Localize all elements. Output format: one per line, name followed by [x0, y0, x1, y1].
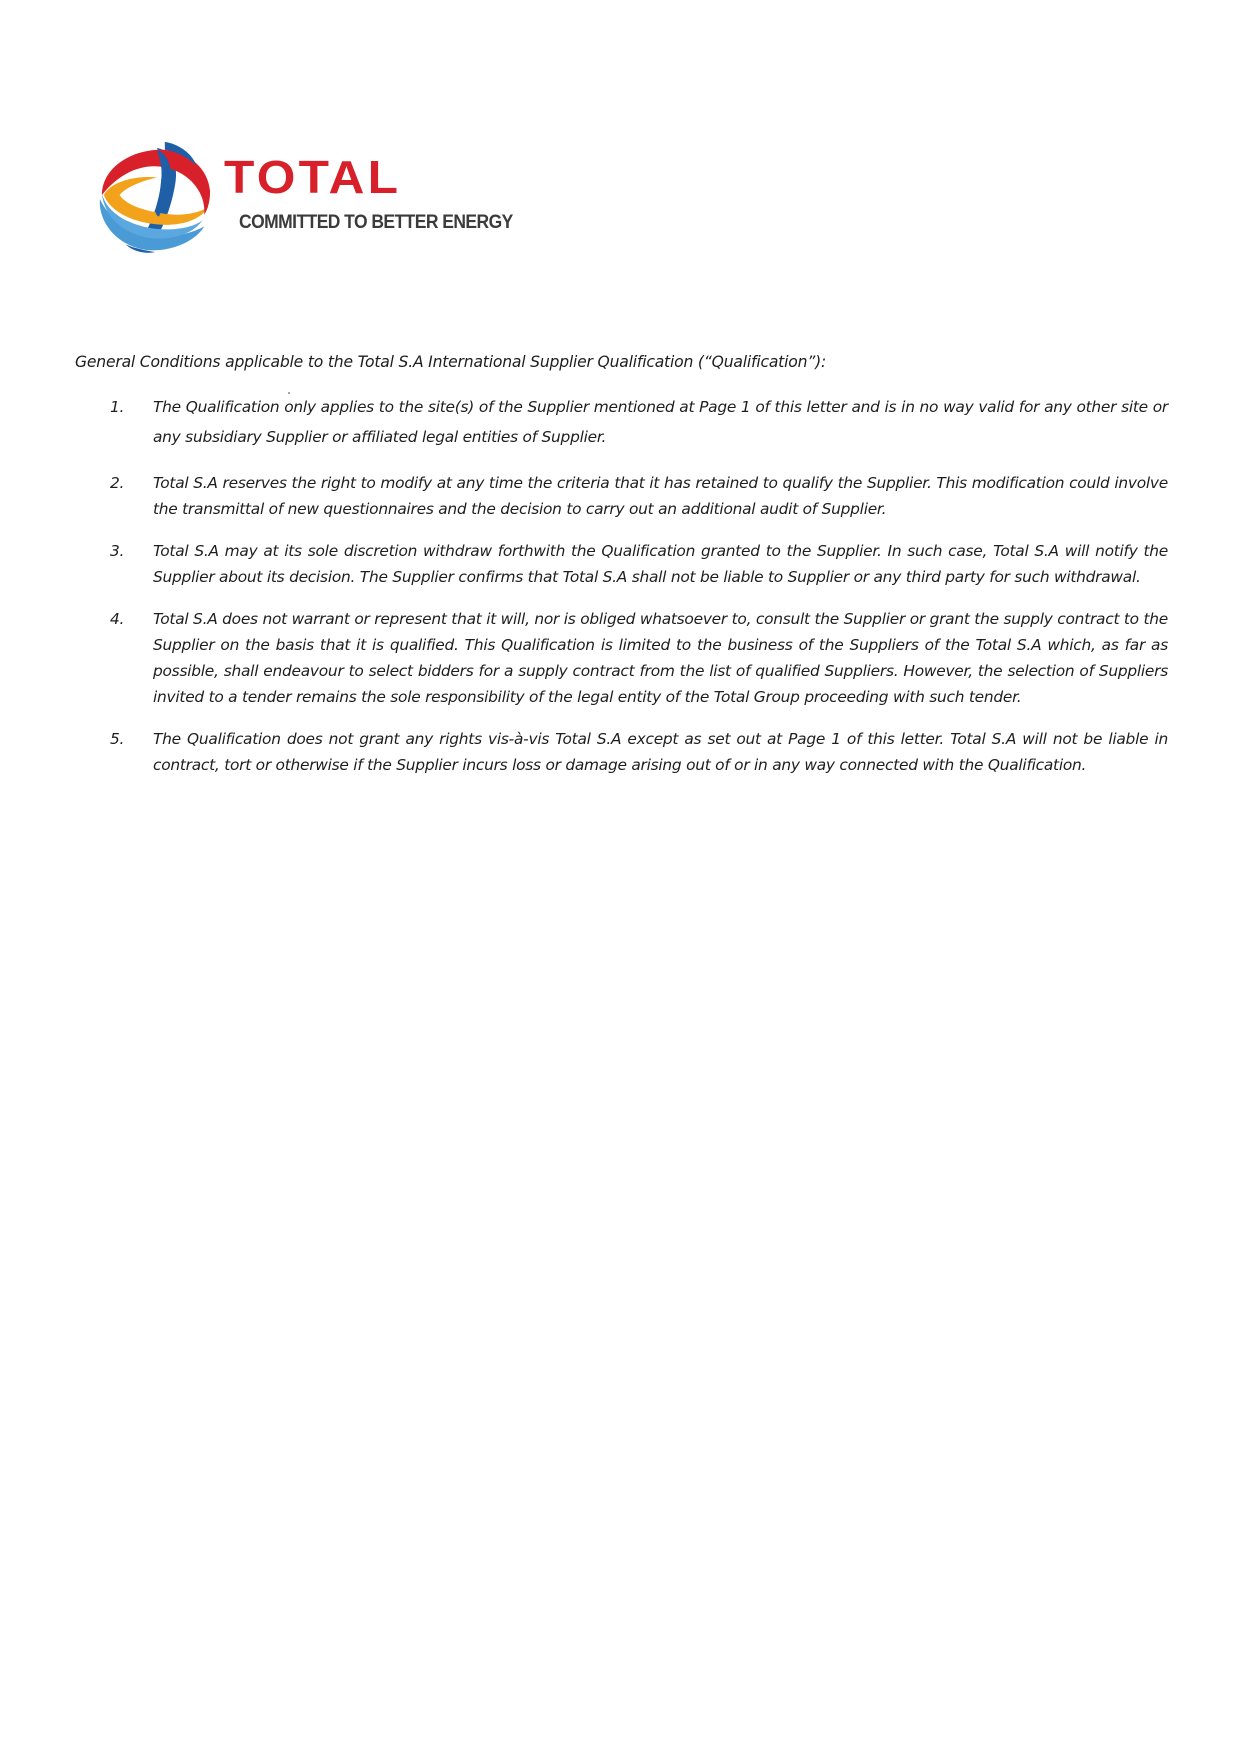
condition-text: Total S.A may at its sole discretion withdraw forthwith the Qualification granted to the Supplier. In such case, Total S.A will notify the Supplier about its decision. The Supplier confirms that Total S.A shall not be liable to Supplier or any third party for such withdrawal.: [153, 542, 1168, 586]
scan-artifact-dot: [288, 392, 290, 394]
condition-item: [110, 606, 1168, 710]
logo-tagline: COMMITTED TO BETTER ENERGY: [239, 212, 513, 233]
condition-text: The Qualification does not grant any rights vis-à-vis Total S.A except as set out at Page 1 of this letter. Total S.A will not be liable in contract, tort or otherwise if the Supplier incurs loss or damage arising out of or in any way connected with the Qualification.: [153, 730, 1168, 774]
condition-number: 2.: [110, 474, 125, 492]
condition-number: 3.: [110, 542, 125, 560]
condition-item: [110, 392, 1168, 452]
condition-item: [110, 726, 1168, 778]
condition-number: 1.: [110, 398, 125, 416]
total-globe-icon: [96, 138, 214, 256]
condition-number: 4.: [110, 610, 125, 628]
logo-wordmark: TOTAL: [224, 151, 402, 203]
general-conditions-heading: General Conditions applicable to the Total S.A International Supplier Qualification (“Qualification”):: [75, 353, 827, 371]
condition-item: [110, 470, 1168, 522]
condition-text: Total S.A reserves the right to modify at any time the criteria that it has retained to qualify the Supplier. This modification could involve the transmittal of new questionnaires and the decision to carry out an additional audit of Supplier.: [153, 474, 1168, 518]
condition-text: Total S.A does not warrant or represent that it will, nor is obliged whatsoever to, consult the Supplier or grant the supply contract to the Supplier on the basis that it is qualified. This Qualification is limited to the business of the Suppliers of the Total S.A which, as far as possible, shall endeavour to select bidders for a supply contract from the list of qualified Suppliers. However, the selection of Suppliers invited to a tender remains the sole responsibility of the legal entity of the Total Group proceeding with such tender.: [153, 610, 1168, 706]
condition-number: 5.: [110, 730, 125, 748]
condition-item: [110, 538, 1168, 590]
conditions-list: [110, 392, 1168, 794]
condition-text: The Qualification only applies to the site(s) of the Supplier mentioned at Page 1 of this letter and is in no way valid for any other site or any subsidiary Supplier or affiliated legal entities of Supplier.: [153, 398, 1168, 446]
total-logo: [96, 138, 556, 258]
